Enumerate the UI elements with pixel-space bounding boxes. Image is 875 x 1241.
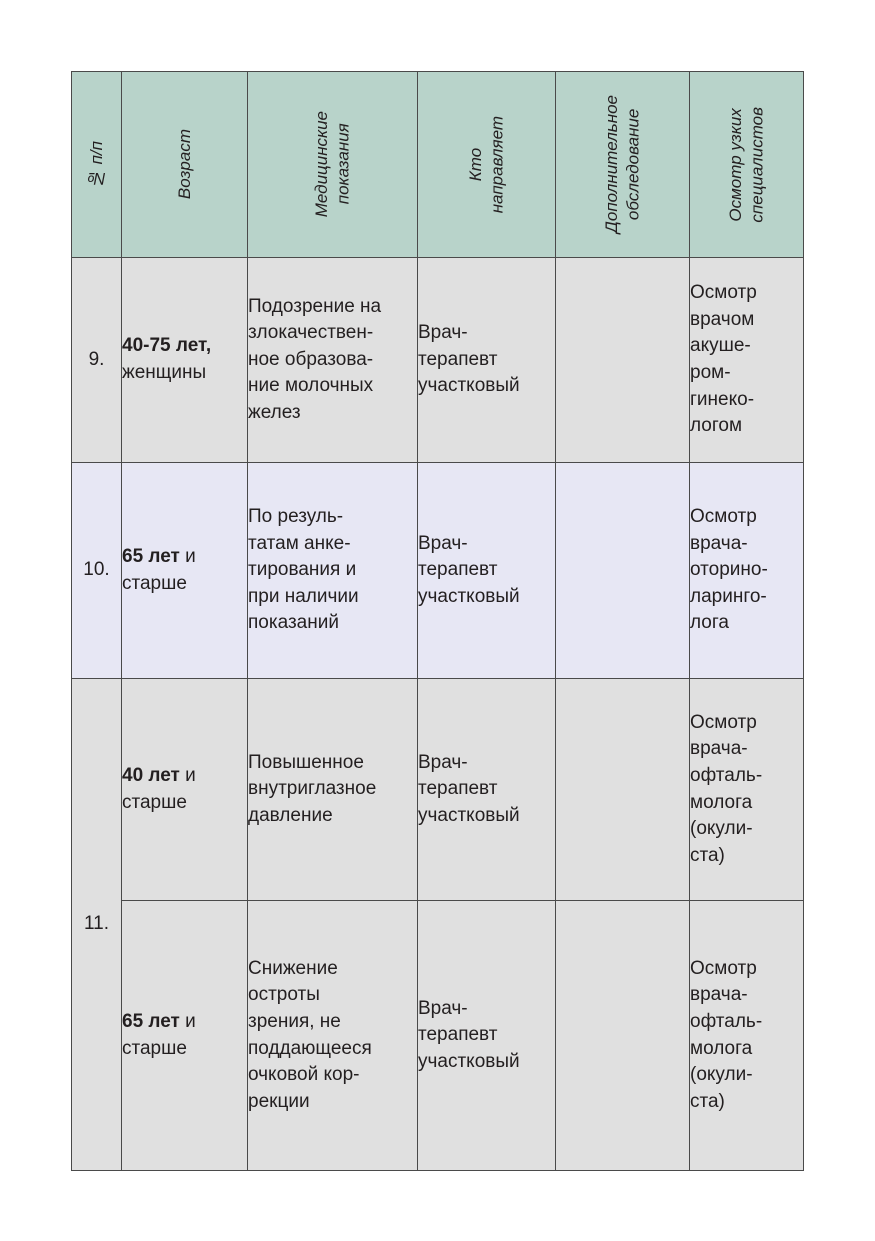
extra-exam-cell: [556, 258, 690, 463]
age-cell: 40 лет и старше: [122, 679, 248, 901]
referrer-cell: Врач- терапевт участковый: [418, 901, 556, 1171]
header-row: [72, 72, 804, 258]
indications-cell: По резуль- татам анке- тирования и при наличии показаний: [248, 463, 418, 679]
referrer-cell: Врач- терапевт участковый: [418, 463, 556, 679]
header-number: № п/п: [72, 72, 122, 258]
specialist-cell: Осмотр врачом акуше- ром- гинеко- логом: [690, 258, 804, 463]
header-indications: Медицинские показания: [248, 72, 418, 258]
indications-cell: Повышенное внутриглазное давление: [248, 679, 418, 901]
indications-cell: Снижение остроты зрения, не поддающееся очковой кор- рекции: [248, 901, 418, 1171]
header-specialists: Осмотр узких специалистов: [690, 72, 804, 258]
age-cell: 40-75 лет, женщины: [122, 258, 248, 463]
row-number: 9.: [72, 258, 122, 463]
indications-cell: Подозрение на злокачествен- ное образова- ние молочных желез: [248, 258, 418, 463]
header-referrer: Кто направляет: [418, 72, 556, 258]
extra-exam-cell: [556, 901, 690, 1171]
header-age: Возраст: [122, 72, 248, 258]
table-row: [72, 679, 804, 901]
specialist-cell: Осмотр врача- оторино- ларинго- лога: [690, 463, 804, 679]
row-number: 10.: [72, 463, 122, 679]
specialist-cell: Осмотр врача- офталь- молога (окули- ста): [690, 901, 804, 1171]
table-row: [72, 463, 804, 679]
extra-exam-cell: [556, 463, 690, 679]
age-cell: 65 лет и старше: [122, 901, 248, 1171]
table-row: [72, 901, 804, 1171]
specialist-cell: Осмотр врача- офталь- молога (окули- ста): [690, 679, 804, 901]
row-number: 11.: [72, 679, 122, 1171]
screening-table: [71, 71, 804, 1171]
referrer-cell: Врач- терапевт участковый: [418, 258, 556, 463]
referrer-cell: Врач- терапевт участковый: [418, 679, 556, 901]
age-cell: 65 лет и старше: [122, 463, 248, 679]
header-extra-exam: Дополнительное обследование: [556, 72, 690, 258]
table-row: [72, 258, 804, 463]
extra-exam-cell: [556, 679, 690, 901]
